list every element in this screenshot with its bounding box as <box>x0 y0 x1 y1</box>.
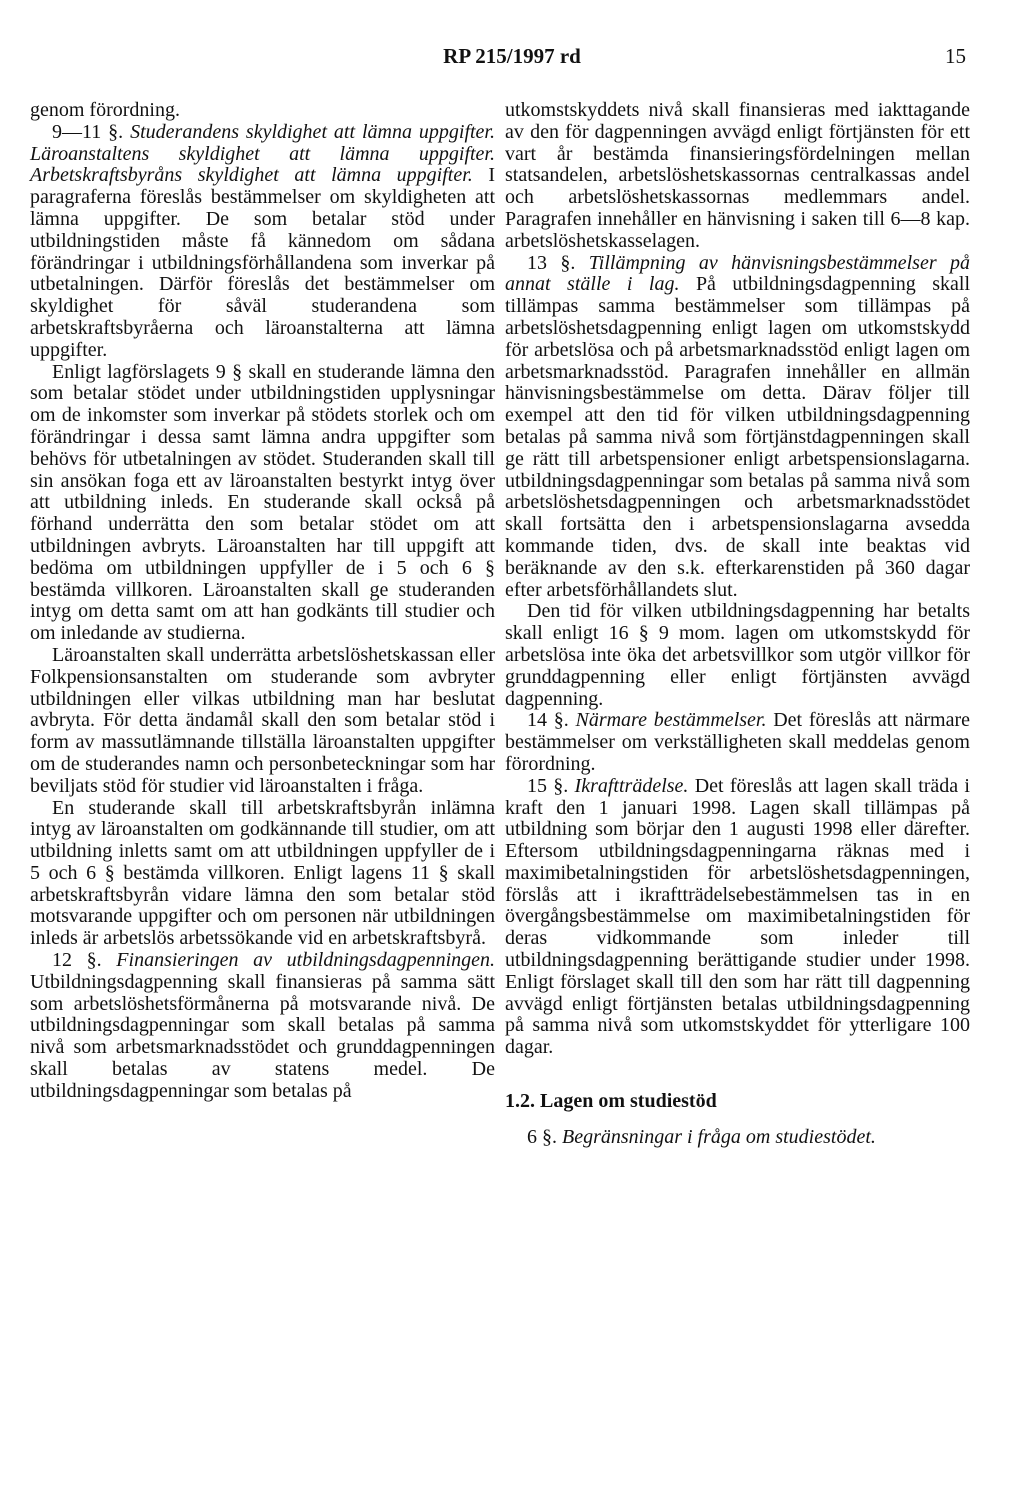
section-number: 6 §. <box>527 1125 562 1148</box>
section-heading: 1.2. Lagen om studiestöd <box>505 1090 717 1113</box>
section-number: 9—11 §. <box>52 120 131 143</box>
section-title: Tillämpning av hänvisningsbestämmelser på annat ställe i lag. <box>505 251 971 296</box>
document-title: RP 215/1997 rd <box>443 44 581 68</box>
paragraph: Enligt lagförslagets 9 § skall en studerande lämna den som betalar stödet under utbildningstiden upplysningar om de inkomster som inverkar på stödets storlek och om förändringar i dessa samt lämna andra uppgifter som behövs för utbetalningen av stödet. Studeranden skall till sin ansökan foga ett av läroanstalten bestyrkt intyg över att utbildning inleds. En studerande skall också på förhand underrätta den som betalar stödet om att utbildningen avbryts. Läroanstalten har till uppgift att bedöma om utbildningen uppfyller de i 5 och 6 § bestämda villkoren. Läroanstalten skall ge studeranden intyg om detta samt om att han godkänts till studier och om inledande av studierna. <box>30 360 495 645</box>
section-text: I paragraferna föreslås bestämmelser om skyldigheten att lämna uppgifter. De som betalar stöd under utbildningstiden måste få kännedom om sådana förändringar i utbildningsförhållandena som inverkar på utbetalningen. Därför föreslås det bestämmelser om skyldighet för såväl studerandena som arbetskraftsbyråerna och läroanstalterna att lämna uppgifter. <box>30 164 495 361</box>
section-title: Ikraftträdelse. <box>574 774 689 797</box>
left-column <box>30 100 495 1103</box>
paragraph: utkomstskyddets nivå skall finansieras med iakttagande av den för dagpenningen avvägd enligt förtjänsten för ett vart år bestämda finansieringsfördelningen mellan statsandelen, arbetslöshetskassornas centralkassas andel och arbetslöshetskassornas medlemmars andel. Paragrafen innehåller en hänvisning i saken till 6—8 kap. arbetslöshetskasselagen. <box>505 99 970 252</box>
section-title: Begränsningar i fråga om studiestödet. <box>562 1125 876 1148</box>
paragraph-section-6 <box>505 1127 970 1149</box>
section-number: 13 §. <box>527 251 589 274</box>
paragraph-section-12 <box>30 950 495 1103</box>
paragraph-section-15 <box>505 776 970 1059</box>
page-header <box>0 44 1024 80</box>
section-title: Närmare bestämmelser. <box>575 709 767 732</box>
paragraph-section-14 <box>505 710 970 775</box>
section-title: Studerandens skyldighet att lämna uppgifter. Läroanstaltens skyldighet att lämna uppgifter. Arbetskraftsbyråns skyldighet att lämna uppgifter. <box>30 120 495 187</box>
section-text: Det föreslås att lagen skall träda i kraft den 1 januari 1998. Lagen skall tillämpas på utbildning som börjar den 1 augusti 1998 eller därefter. Eftersom utbildningsdagpenningarna räknas med i maximibetalningstiden för arbetslöshetsdagpenningen, förslås att i ikraftträdelsebestämmelsen tas in en övergångsbestämmelse om maximibetalningstiden för deras vidkommande som inleder till utbildningsdagpenning berättigande studier under 1998. Enligt förslaget skall till den som har rätt till dagpenning avvägd enligt förtjänsten betalas utbildningsdagpenning på samma nivå som utkomstskyddet för ytterligare 100 dagar. <box>505 774 970 1059</box>
section-text: Det föreslås att närmare bestämmelser om verkställigheten skall meddelas genom förordning. <box>505 709 971 775</box>
section-text: Utbildningsdagpenning skall finansieras på samma sätt som arbetslöshetsförmånerna på motsvarande nivå. De utbildningsdagpenningar som skall betalas på samma nivå som arbetsmarknadsstödet och grunddagpenningen skall betalas av statens medel. De utbildningsdagpenningar som betalas på <box>30 970 495 1102</box>
section-number: 14 §. <box>527 709 576 732</box>
section-number: 15 §. <box>527 774 575 797</box>
section-title: Finansieringen av utbildningsdagpenningen. <box>116 949 495 972</box>
page-number: 15 <box>945 44 966 68</box>
right-column <box>505 100 970 1149</box>
paragraph: genom förordning. <box>30 99 180 121</box>
paragraph: Den tid för vilken utbildningsdagpenning har betalts skall enligt 16 § 9 mom. lagen om utkomstskydd för arbetslösa inte öka det arbetsvillkor som utgör villkor för grunddagpenning eller enligt förtjänsten avvägd dagpenning. <box>505 600 970 710</box>
section-text: På utbildningsdagpenning skall tillämpas samma bestämmelser som tillämpas på arbetslöshetsdagpenning enligt lagen om utkomstskydd för arbetslösa och på arbetsmarknadsstöd enligt lagen om arbetsmarknadsstöd. Paragrafen innehåller en allmän hänvisningsbestämmelse om detta. Därav följer till exempel att den tid för vilken utbildningsdagpenning betalas på samma nivå som förtjänstdagpenningen skall ge rätt till arbetspensioner enligt arbetspensionslagarna. utbildningsdagpenningar som betalas på samma nivå som arbetslöshetsdagpenningen och arbetsmarknadsstödet skall fortsätta den i arbetspensionslagarna avsedda kommande tiden, dvs. de skall inte beaktas vid beräknande av den s.k. efterkarenstiden på 360 dagar efter arbetsförhållandets slut. <box>505 273 970 601</box>
paragraph-section-13 <box>505 253 970 602</box>
section-number: 12 §. <box>52 949 117 972</box>
paragraph-section-9-11 <box>30 122 495 362</box>
paragraph: En studerande skall till arbetskraftsbyrån inlämna intyg av läroanstalten om godkännande till studier, om att utbildning inletts samt om att utbildningen uppfyller de i 5 och 6 § bestämda villkoren. Enligt lagens 11 § skall arbetskraftsbyrån vidare lämna den som betalar stöd motsvarande uppgifter och om personen när utbildningen inleds är arbetslös arbetssökande vid en arbetskraftsbyrå. <box>30 796 495 950</box>
paragraph: Läroanstalten skall underrätta arbetslöshetskassan eller Folkpensionsanstalten om studerande som avbryter utbildningen eller vilkas utbildning man har beslutat avbryta. För detta ändamål skall den som betalar stöd i form av massutlämnande tillställa läroanstalten uppgifter om de studerandes namn och personbeteckningar som har beviljats stöd för studier vid läroanstalten i fråga. <box>30 643 495 797</box>
